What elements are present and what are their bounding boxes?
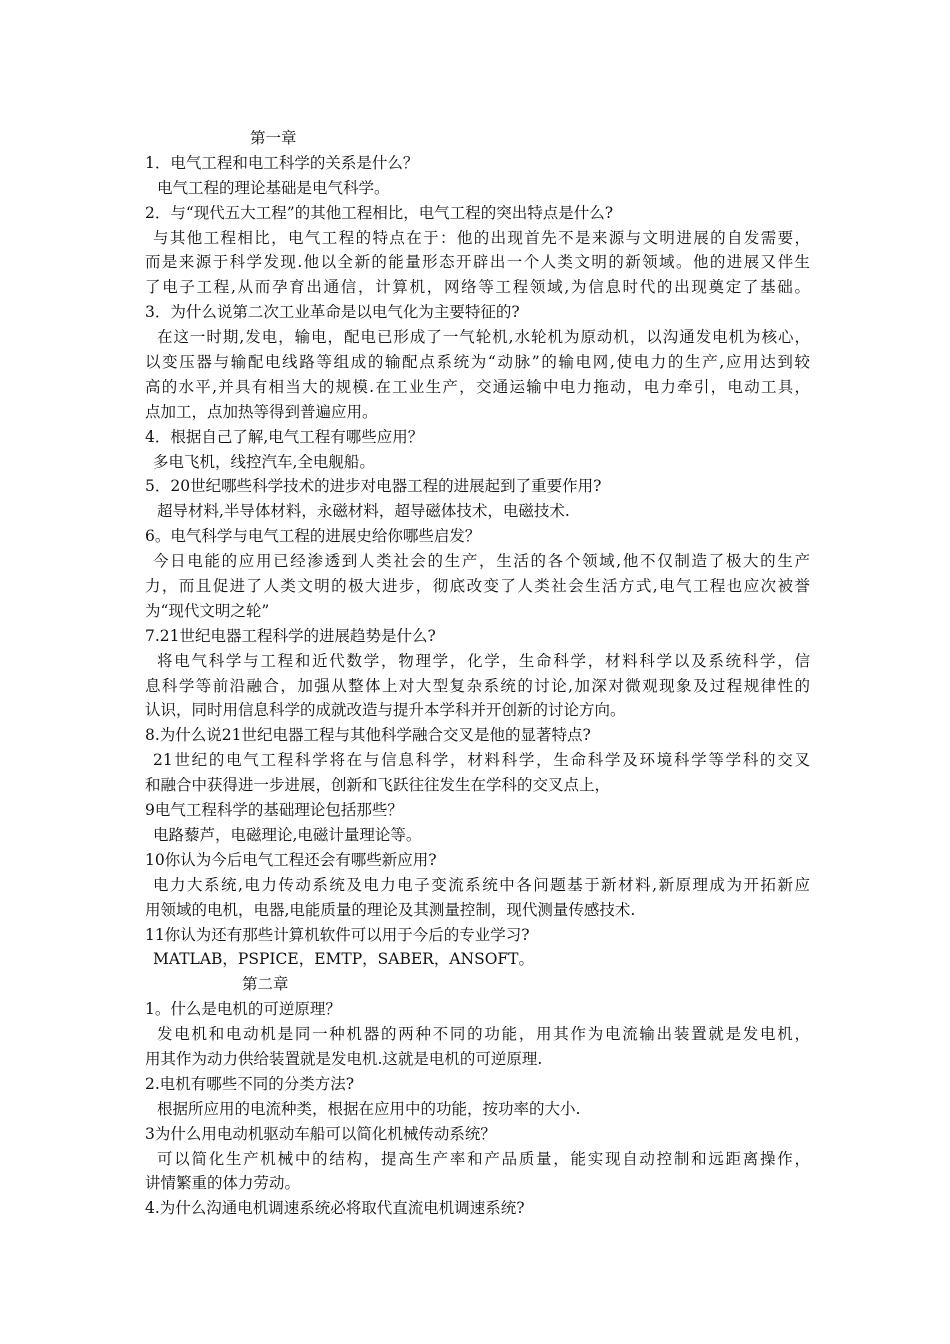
answer-1-10-line: 用领域的电机，电器,电能质量的理论及其测量控制，现代测量传感技术. [145, 900, 636, 919]
answer-1-4-line: 多电飞机，线控汽车,全电舰船。 [153, 452, 375, 471]
question-1-9: 9电气工程科学的基础理论包括那些？ [145, 801, 403, 820]
answer-2-3-line: 讲情繁重的体力劳动。 [145, 1174, 301, 1193]
answer-1-8-line: 和融合中获得进一步进展，创新和飞跃往往发生在学科的交叉点上， [145, 776, 611, 795]
answer-2-3-line: 可以简化生产机械中的结构，提高生产率和产品质量，能实现自动控制和远距离操作， [157, 1149, 810, 1168]
answer-1-3-line: 点加工，点加热等得到普遍应用。 [145, 402, 378, 421]
question-1-3: 3．为什么说第二次工业革命是以电气化为主要特征的? [145, 303, 520, 322]
answer-1-6-line: 为“现代文明之轮” [145, 601, 270, 620]
answer-1-2-line: 而是来源于科学发现.他以全新的能量形态开辟出一个人类文明的新领域。他的进展又伴生 [145, 253, 810, 272]
answer-1-7-line: 息科学等前沿融合，加强从整体上对大型复杂系统的讨论,加深对微观现象及过程规律性的 [145, 676, 810, 695]
answer-1-10-line: 电力大系统,电力传动系统及电力电子变流系统中各问题基于新材料,新原理成为开拓新应 [153, 875, 810, 894]
answer-1-11-line: MATLAB，PSPICE，EMTP，SABER，ANSOFT。 [153, 950, 535, 969]
answer-1-3-line: 在这一时期,发电，输电，配电已形成了一气轮机,水轮机为原动机，以沟通发电机为核心， [157, 328, 810, 347]
chapter-2-heading: 第二章 [242, 975, 289, 994]
question-1-5: 5．20世纪哪些科学技术的进步对电器工程的进展起到了重要作用? [145, 477, 602, 496]
answer-1-1-line: 电气工程的理论基础是电气科学。 [157, 178, 390, 197]
answer-1-5-line: 超导材料,半导体材料，永磁材料，超导磁体技术，电磁技术. [157, 502, 570, 521]
answer-1-2-line: 与其他工程相比，电气工程的特点在于：他的出现首先不是来源与文明进展的自发需要， [153, 228, 810, 247]
chapter-1-heading: 第一章 [250, 129, 297, 147]
question-1-1: 1．电气工程和电工科学的关系是什么？ [145, 153, 419, 172]
question-2-1: 1。什么是电机的可逆原理？ [145, 1000, 341, 1019]
answer-1-7-line: 认识，同时用信息科学的成就改造与提升本学科并开创新的讨论方向。 [145, 701, 626, 720]
question-1-10: 10你认为今后电气工程还会有哪些新应用? [145, 850, 437, 869]
answer-1-6-line: 力，而且促进了人类文明的极大进步，彻底改变了人类社会生活方式,电气工程也应次被誉 [145, 577, 810, 596]
question-1-2: 2．与“现代五大工程”的其他工程相比，电气工程的突出特点是什么? [145, 203, 614, 222]
answer-2-1-line: 发电机和电动机是同一种机器的两种不同的功能，用其作为电流输出装置就是发电机， [157, 1025, 810, 1044]
question-2-3: 3为什么用电动机驱动车船可以简化机械传动系统？ [145, 1124, 496, 1143]
answer-1-8-line: 21世纪的电气工程科学将在与信息科学，材料科学，生命科学及环境科学等学科的交叉 [153, 751, 810, 770]
answer-1-9-line: 电路藜芦，电磁理论,电磁计量理论等。 [153, 825, 422, 844]
answer-1-7-line: 将电气科学与工程和近代数学，物理学，化学，生命科学，材料科学以及系统科学，信 [157, 651, 810, 670]
question-2-2: 2.电机有哪些不同的分类方法? [145, 1074, 355, 1093]
answer-2-2-line: 根据所应用的电流种类，根据在应用中的功能，按功率的大小. [157, 1099, 581, 1118]
question-1-6: 6。电气科学与电气工程的进展史给你哪些启发？ [145, 527, 481, 546]
answer-1-6-line: 今日电能的应用已经渗透到人类社会的生产，生活的各个领域,他不仅制造了极大的生产 [153, 552, 810, 571]
answer-1-3-line: 高的水平,并具有相当大的规模.在工业生产，交通运输中电力拖动，电力牵引，电动工具， [145, 377, 810, 396]
answer-2-1-line: 用其作为动力供给装置就是发电机.这就是电机的可逆原理. [145, 1049, 543, 1068]
answer-1-2-line: 了电子工程,从而孕育出通信，计算机，网络等工程领域,为信息时代的出现奠定了基础。 [145, 278, 810, 297]
question-1-4: 4．根据自己了解,电气工程有哪些应用？ [145, 427, 424, 446]
question-1-7: 7.21世纪电器工程科学的进展趋势是什么? [145, 626, 436, 645]
document-body [145, 126, 810, 1221]
question-1-11: 11你认为还有那些计算机软件可以用于今后的专业学习? [145, 925, 530, 944]
question-2-4: 4.为什么沟通电机调速系统必将取代直流电机调速系统? [145, 1199, 525, 1218]
answer-1-3-line: 以变压器与输配电线路等组成的输配点系统为“动脉”的输电网,使电力的生产,应用达到较 [145, 353, 810, 372]
question-1-8: 8.为什么说21世纪电器工程与其他科学融合交叉是他的显著特点? [145, 726, 591, 745]
